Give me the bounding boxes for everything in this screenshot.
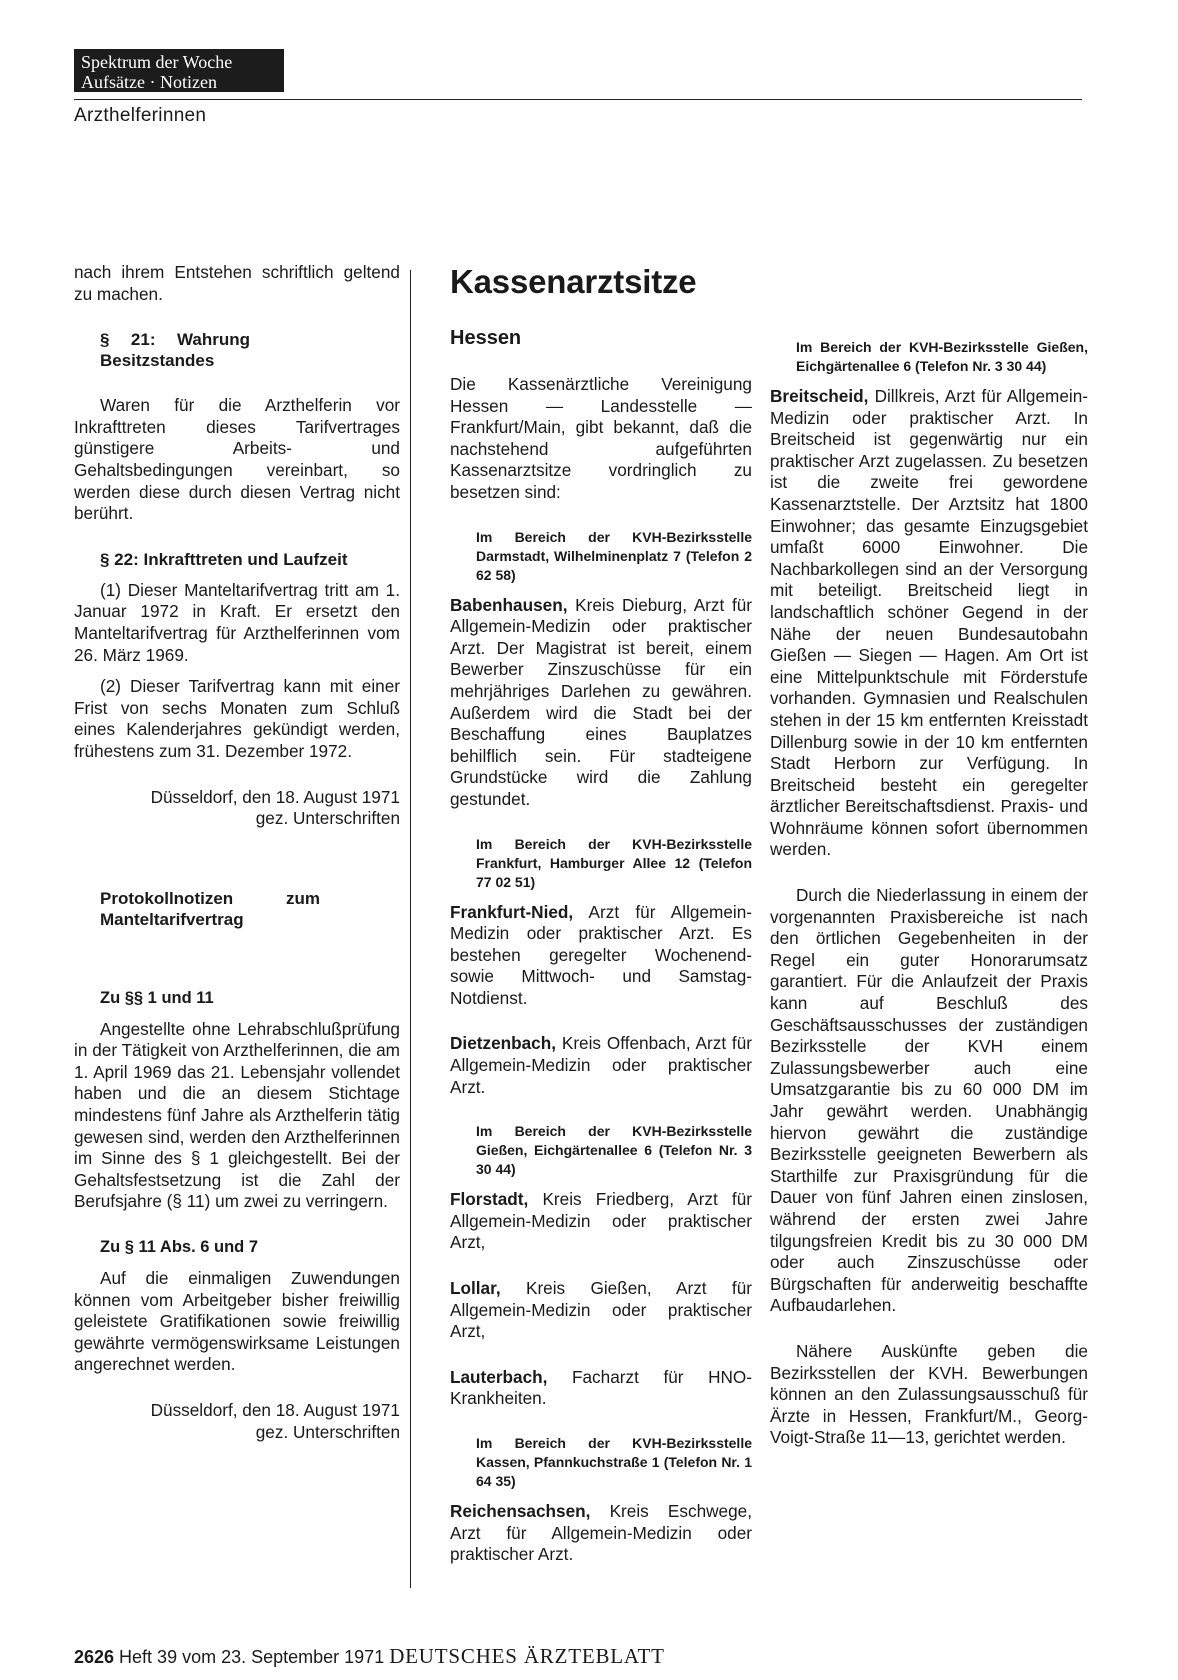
heading-protokollnotizen: Protokollnotizen zum Manteltarifvertrag (100, 888, 320, 929)
paragraph-21: Waren für die Arzthelferin vor Inkrafttreten dieses Tarifvertrages günstigere Arbeits- und Gehaltsbedingungen vereinbart, so werden diese durch diesen Vertrag nicht berührt. (74, 395, 400, 524)
entry-lollar (450, 1278, 752, 1343)
section-label: Arzthelferinnen (74, 105, 207, 126)
date-line-1: Düsseldorf, den 18. August 1971 (150, 786, 400, 807)
entry-text: Kreis Eschwege, Arzt für Allgemein-Medizin oder praktischer Arzt. (450, 1501, 752, 1565)
entry-name: Dietzenbach, (450, 1033, 557, 1054)
region-heading: Hessen (450, 327, 522, 349)
column-1 (74, 262, 400, 1443)
entry-babenhausen (450, 595, 752, 811)
entry-name: Florstadt, (450, 1189, 529, 1210)
entry-name: Frankfurt-Nied, (450, 901, 574, 922)
paragraph-auskuenfte: Nähere Auskünfte geben die Bezirksstellen der KVH. Bewerbungen können an den Zulassungsausschuß für Ärzte in Hessen, Frankfurt/M., Georg-Voigt-Straße 11—13, gerichtet werden. (770, 1340, 1088, 1448)
masthead (74, 49, 284, 92)
heading-section-21: § 21: Wahrung Besitzstandes (100, 330, 250, 371)
entry-text: Kreis Friedberg, Arzt für Allgemein-Medizin oder praktischer Arzt, (450, 1189, 752, 1253)
column-3 (770, 338, 1088, 1449)
signature-line-1: gez. Unterschriften (255, 808, 400, 829)
entry-breitscheid (770, 386, 1088, 861)
paragraph-zu-1-11: Angestellte ohne Lehrabschlußprüfung in der Tätigkeit von Arzthelferinnen, die am 1. April 1969 das 21. Lebensjahr vollendet haben und die an diesem Stichtage mindestens fünf Jahre als Arzthelferin tätig gewesen sind, werden den Arzthelferinnen im Sinne des § 1 gleichgestellt. Bei der Gehaltsfestsetzung ist die Zahl der Berufsjahre (§ 11) um zwei zu verringern. (74, 1018, 400, 1212)
page-footer (74, 1644, 665, 1669)
heading-zu-1-11: Zu §§ 1 und 11 (100, 988, 214, 1007)
entry-name: Babenhausen, (450, 594, 568, 615)
issue-info: Heft 39 vom 23. September 1971 (114, 1647, 390, 1667)
entry-name: Lollar, (450, 1278, 501, 1299)
entry-text: Kreis Offenbach, Arzt für Allgemein-Medizin oder praktischer Arzt. (450, 1033, 752, 1097)
entry-text: Facharzt für HNO-Krankheiten. (450, 1366, 752, 1409)
kvh-heading-giessen: Im Bereich der KVH-Bezirksstelle Gießen, Eichgärtenallee 6 (Telefon Nr. 3 30 44) (476, 1123, 752, 1178)
signature-line-2: gez. Unterschriften (255, 1421, 400, 1442)
entry-frankfurt-nied (450, 902, 752, 1010)
page-number: 2626 (74, 1647, 115, 1667)
paragraph-22-1: (1) Dieser Manteltarifvertrag tritt am 1. Januar 1972 in Kraft. Er ersetzt den Manteltarifvertrag für Arzthelferinnen vom 26. März 1969. (74, 579, 400, 665)
entry-dietzenbach (450, 1033, 752, 1098)
masthead-line-1: Spektrum der Woche (81, 52, 233, 72)
journal-name: DEUTSCHES ÄRZTEBLATT (389, 1644, 665, 1668)
entry-text: Dillkreis, Arzt für Allgemein-Medizin oder praktischer Arzt. In Breitscheid ist gegenwärtig nur ein praktischer Arzt zugelassen. Zu besetzen ist die zweite frei gewordene Kassenarztstelle. Der Arztsitz hat 1800 Einwohner; das gesamte Einzugsgebiet umfaßt 6000 Einwohner. Die Nachbarkollegen sind an der Versorgung mit beteiligt. Breitscheid liegt in landschaftlich schöner Gegend in der Nähe der neuen Bundesautobahn Gießen — Siegen — Hagen. Am Ort ist eine Mittelpunktschule mit Förderstufe vorhanden. Gymnasien und Realschulen stehen in der 15 km entfernten Kreisstadt Dillenburg sowie in der 10 km entfernten Stadt Herborn zur Verfügung. In Breitscheid besteht ein geregelter ärztlicher Bereitschaftsdienst. Praxis- und Wohnräume können sofort übernommen werden. (770, 386, 1088, 860)
paragraph-niederlassung: Durch die Niederlassung in einem der vorgenannten Praxisbereiche ist nach den örtlichen Gegebenheiten in der Regel ein guter Honorarumsatz garantiert. Für die Anlaufzeit der Praxis kann auf Beschluß des Geschäftsausschusses der zuständigen Bezirksstelle der KVH einem Zulassungsbewerber auch eine Umsatzgarantie bis zu 60 000 DM im Jahr gewährt werden. Unabhängig hiervon gewährt die zuständige Bezirksstelle geeigneten Bewerbern als Starthilfe zur Praxisgründung für die Dauer von fünf Jahren einen zinslosen, während der ersten zwei Jahre tilgungsfreien Kredit bis zu 30 000 DM oder auch Zinszuschüsse oder Bürgschaften für anderweitig beschaffte Aufbaudarlehen. (770, 885, 1088, 1316)
article-title: Kassenarztsitze (450, 263, 697, 300)
entry-name: Lauterbach, (450, 1366, 548, 1387)
date-line-2: Düsseldorf, den 18. August 1971 (150, 1400, 400, 1420)
paragraph-22-2: (2) Dieser Tarifvertrag kann mit einer Frist von sechs Monaten zum Schluß eines Kalenderjahres gekündigt werden, frühestens zum 31. Dezember 1972. (74, 676, 400, 761)
column-divider (410, 270, 411, 1588)
kvh-heading-giessen-2: Im Bereich der KVH-Bezirksstelle Gießen, Eichgärtenallee 6 (Telefon Nr. 3 30 44) (796, 339, 1088, 374)
entry-lauterbach (450, 1367, 752, 1410)
entry-reichensachsen (450, 1501, 752, 1566)
article-intro: Die Kassenärztliche Vereinigung Hessen — Landesstelle — Frankfurt/Main, gibt bekannt, daß die nachstehend aufgeführten Kassenarztsitze vordringlich zu besetzen sind: (450, 374, 752, 502)
entry-name: Breitscheid, (770, 386, 869, 406)
intro-paragraph: nach ihrem Entstehen schriftlich geltend zu machen. (74, 262, 400, 304)
entry-florstadt (450, 1189, 752, 1254)
heading-zu-11-abs: Zu § 11 Abs. 6 und 7 (100, 1238, 259, 1257)
entry-text: Kreis Dieburg, Arzt für Allgemein-Medizin oder praktischer Arzt. Der Magistrat ist bereit, einem Bewerber Zinszuschüsse für ein mehrjähriges Darlehen zu gewähren. Außerdem wird die Stadt bei der Beschaffung eines Bauplatzes behilflich sein. Für stadteigene Grundstücke wird die Zahlung gestundet. (450, 594, 752, 809)
kvh-heading-darmstadt: Im Bereich der KVH-Bezirksstelle Darmstadt, Wilhelminenplatz 7 (Telefon 2 62 58) (476, 528, 752, 583)
kvh-heading-frankfurt: Im Bereich der KVH-Bezirksstelle Frankfurt, Hamburger Allee 12 (Telefon 77 02 51) (476, 835, 752, 890)
kvh-heading-kassen: Im Bereich der KVH-Bezirksstelle Kassen, Pfannkuchstraße 1 (Telefon Nr. 1 64 35) (476, 1435, 752, 1489)
column-2 (450, 262, 752, 1566)
entry-text: Kreis Gießen, Arzt für Allgemein-Medizin oder praktischer Arzt, (450, 1278, 752, 1342)
heading-section-22: § 22: Inkrafttreten und Laufzeit (100, 549, 348, 569)
entry-name: Reichensachsen, (450, 1501, 591, 1521)
paragraph-zu-11-abs: Auf die einmaligen Zuwendungen können vom Arbeitgeber bisher freiwillig geleistete Gratifikationen sowie freiwillig gewährte vermögenswirksame Leistungen angerechnet werden. (74, 1268, 400, 1375)
masthead-line-2: Aufsätze · Notizen (81, 72, 217, 92)
entry-text: Arzt für Allgemein-Medizin oder praktischer Arzt. Es bestehen geregelter Wochenend- sowie Mittwoch- und Samstag-Notdienst. (450, 901, 752, 1008)
header-rule (74, 99, 1082, 100)
